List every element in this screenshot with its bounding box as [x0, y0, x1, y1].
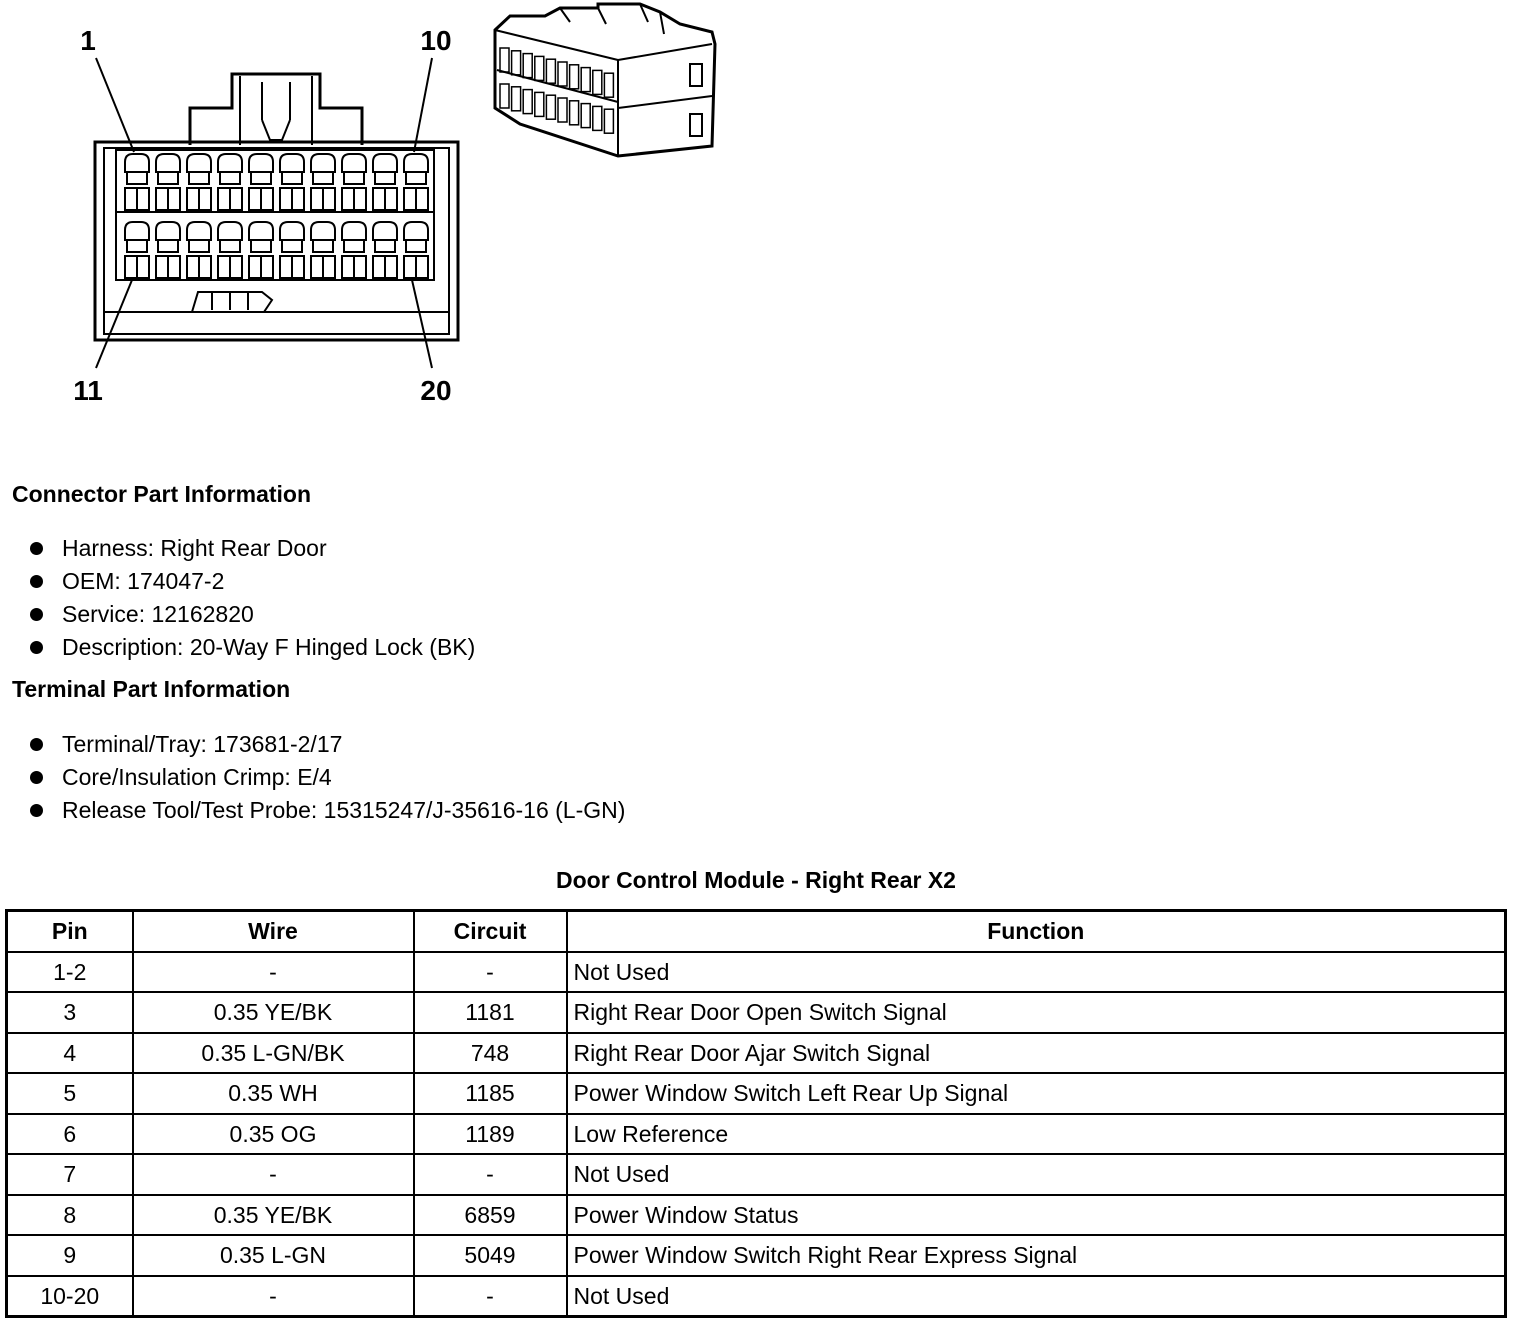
column-header: Function	[567, 911, 1506, 952]
table-cell: 10-20	[7, 1276, 133, 1317]
terminal-part-list	[28, 728, 625, 827]
table-row	[7, 1114, 1506, 1155]
terminal-part-heading: Terminal Part Information	[12, 676, 291, 702]
pin-label-20: 20	[420, 375, 452, 406]
connector-part-heading: Connector Part Information	[12, 481, 312, 507]
table-cell: 5049	[414, 1235, 567, 1276]
pin-label-11: 11	[73, 375, 103, 406]
table-cell: Low Reference	[567, 1114, 1506, 1155]
table-row	[7, 1235, 1506, 1276]
table-cell: 0.35 L-GN	[133, 1235, 414, 1276]
pin-label-1: 1	[80, 25, 96, 56]
column-header: Pin	[7, 911, 133, 952]
table-cell: 0.35 YE/BK	[133, 1195, 414, 1236]
table-cell: 1185	[414, 1073, 567, 1114]
table-row	[7, 1195, 1506, 1236]
connector-isometric-illustration	[495, 4, 715, 156]
table-cell: 0.35 OG	[133, 1114, 414, 1155]
table-cell: Not Used	[567, 952, 1506, 993]
table-cell: -	[414, 1154, 567, 1195]
table-cell: 6	[7, 1114, 133, 1155]
list-item: Core/Insulation Crimp: E/4	[28, 761, 625, 794]
table-cell: Power Window Switch Left Rear Up Signal	[567, 1073, 1506, 1114]
table-cell: Not Used	[567, 1276, 1506, 1317]
list-item: Terminal/Tray: 173681-2/17	[28, 728, 625, 761]
table-cell: -	[414, 1276, 567, 1317]
table-row	[7, 1033, 1506, 1074]
pin-table	[5, 909, 1507, 1318]
table-cell: 748	[414, 1033, 567, 1074]
pin-label-10: 10	[420, 25, 452, 56]
table-cell: -	[133, 952, 414, 993]
table-cell: 7	[7, 1154, 133, 1195]
table-cell: Right Rear Door Open Switch Signal	[567, 992, 1506, 1033]
list-item: Release Tool/Test Probe: 15315247/J-35616-16 (L-GN)	[28, 794, 625, 827]
table-row	[7, 952, 1506, 993]
table-cell: 3	[7, 992, 133, 1033]
table-row	[7, 1276, 1506, 1317]
list-item: Description: 20-Way F Hinged Lock (BK)	[28, 631, 475, 664]
table-cell: 4	[7, 1033, 133, 1074]
table-cell: Power Window Status	[567, 1195, 1506, 1236]
list-item: OEM: 174047-2	[28, 565, 475, 598]
table-title: Door Control Module - Right Rear X2	[556, 867, 956, 893]
table-cell: 0.35 L-GN/BK	[133, 1033, 414, 1074]
table-row	[7, 992, 1506, 1033]
table-cell: 8	[7, 1195, 133, 1236]
column-header: Circuit	[414, 911, 567, 952]
table-cell: Not Used	[567, 1154, 1506, 1195]
table-cell: Power Window Switch Right Rear Express Signal	[567, 1235, 1506, 1276]
table-header-row	[7, 911, 1506, 952]
table-row	[7, 1154, 1506, 1195]
table-cell: 9	[7, 1235, 133, 1276]
connector-diagram	[0, 0, 760, 420]
table-cell: -	[133, 1154, 414, 1195]
table-cell: 0.35 WH	[133, 1073, 414, 1114]
table-cell: 0.35 YE/BK	[133, 992, 414, 1033]
table-row	[7, 1073, 1506, 1114]
table-cell: -	[133, 1276, 414, 1317]
table-cell: 5	[7, 1073, 133, 1114]
table-cell: 1181	[414, 992, 567, 1033]
table-cell: -	[414, 952, 567, 993]
connector-part-list	[28, 532, 475, 664]
list-item: Service: 12162820	[28, 598, 475, 631]
list-item: Harness: Right Rear Door	[28, 532, 475, 565]
table-cell: Right Rear Door Ajar Switch Signal	[567, 1033, 1506, 1074]
column-header: Wire	[133, 911, 414, 952]
table-cell: 1189	[414, 1114, 567, 1155]
table-cell: 1-2	[7, 952, 133, 993]
table-cell: 6859	[414, 1195, 567, 1236]
